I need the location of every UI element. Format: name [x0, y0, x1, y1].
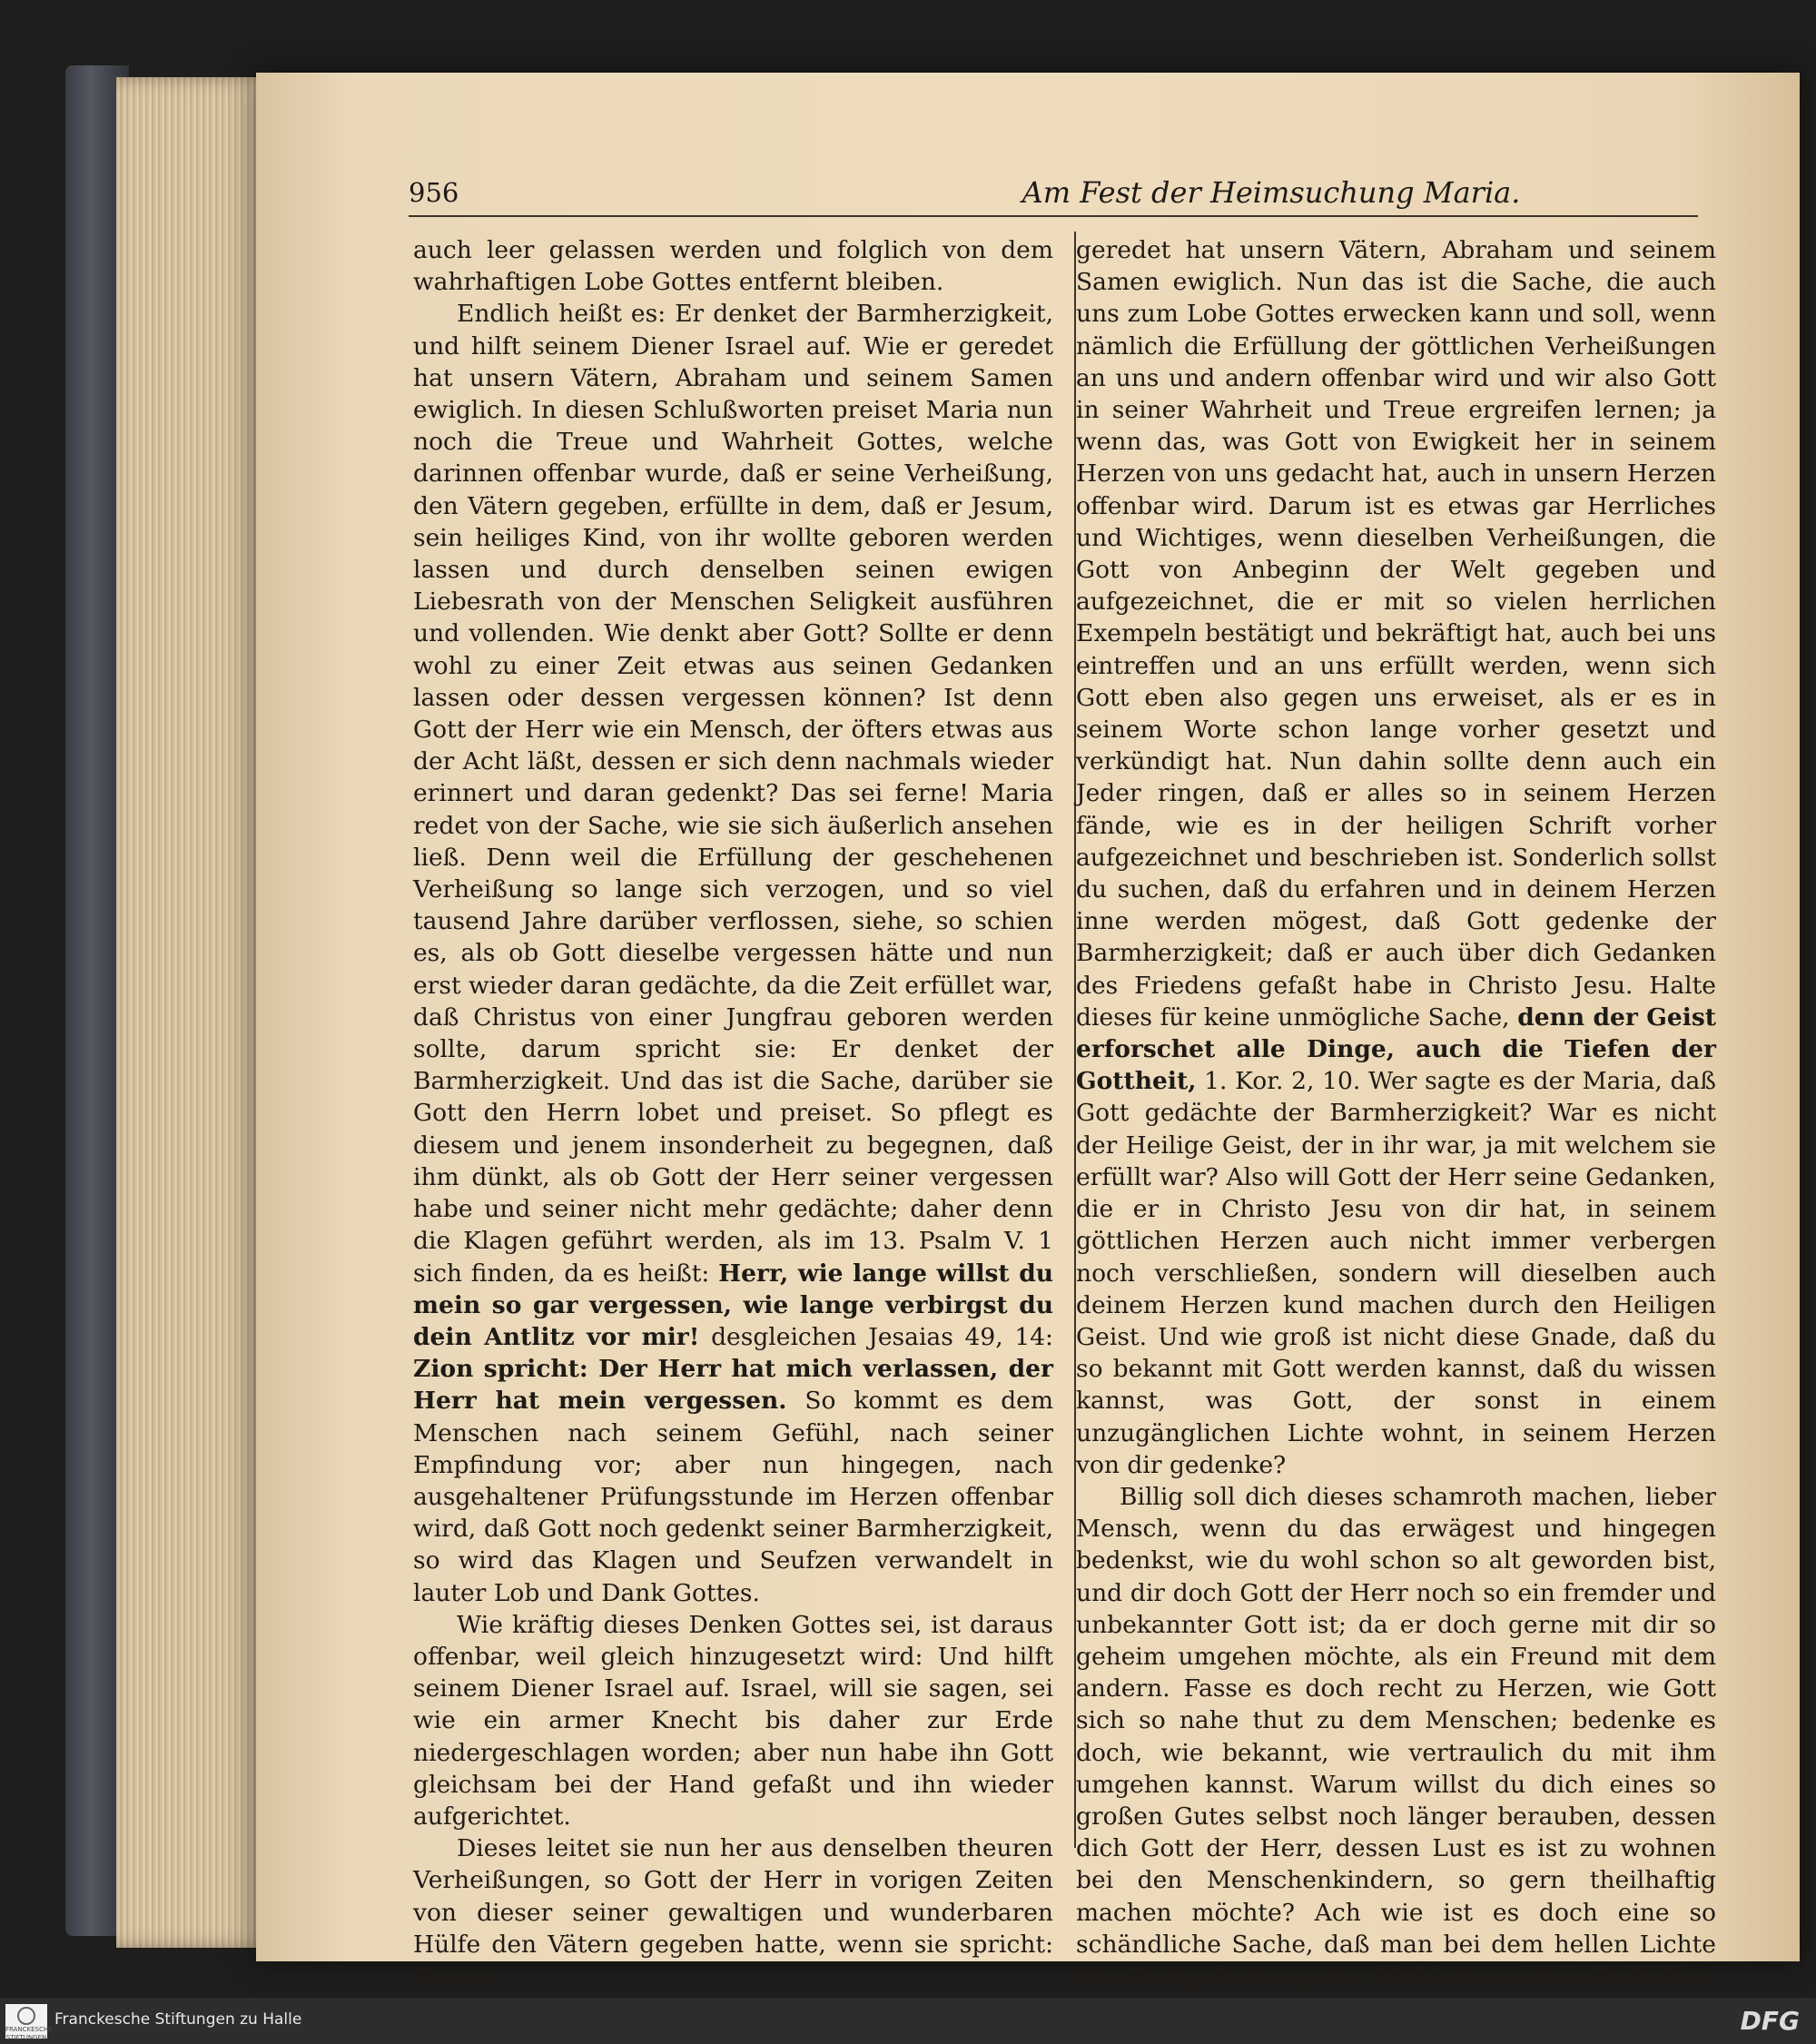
header-rule [409, 215, 1698, 217]
paragraph [1076, 234, 1716, 1481]
text-run: Endlich heißt es: Er denket der Barmherzigkeit, und hilft seinem Diener Israel auf. Wie er geredet hat unsern Vätern, Abraham und seinem Samen ewiglich. In diesen Schlußworten preiset Maria nun noch die Treue und Wahrheit Gottes, welche darinnen offenbar wurde, daß er seine Verheißung, den Vätern gegeben, erfüllte in dem, daß er Jesum, sein heiliges Kind, von ihr wollte geboren werden lassen und durch denselben seinen ewigen Liebesrath von der Menschen Seligkeit ausführen und vollenden. Wie denkt aber Gott? Sollte er denn wohl zu einer Zeit etwas aus seinen Gedanken lassen oder dessen vergessen können? Ist denn Gott der Herr wie ein Mensch, der öfters etwas aus der Acht läßt, dessen er sich denn nachmals wieder erinnert und daran gedenkt? Das sei ferne! Maria redet von der Sache, wie sie sich äußerlich ansehen ließ. Denn weil die Erfüllung der geschehenen Verheißung so lange sich verzogen, und so viel tausend Jahre darüber verflossen, siehe, so schien es, als ob Gott dieselbe vergessen hätte und nun erst wieder daran gedächte, da die Zeit erfüllet war, daß Christus von einer Jungfrau geboren werden sollte, darum spricht sie: Er denket der Barmherzigkeit. Und das ist die Sache, darüber sie Gott den Herrn lobet und preiset. So pflegt es diesem und jenem insonderheit zu begegnen, daß ihm dünkt, als ob Gott der Herr seiner vergessen habe und seiner nicht mehr gedächte; daher denn die Klagen geführt werden, als im 13. Psalm V. 1 sich finden, da es heißt: [413, 300, 1053, 1288]
dfg-logo[interactable]: DFG [1740, 2006, 1800, 2036]
bold-quote: denn der Geist erforschet alle Dinge, auch die Tiefen der Gottheit, [1076, 1002, 1716, 1096]
paragraph: auch leer gelassen werden und folglich von dem wahrhaftigen Lobe Gottes entfernt bleiben. [413, 236, 1053, 297]
text-run: 1. Kor. 2, 10. Wer sagte es der Maria, daß Gott gedächte der Barmherzigkeit? War es nicht der Heilige Geist, der in ihr war, ja mit welchem sie erfüllt war? Also will Gott der Herr seine Gedanken, die er in Christo Jesu von dir hat, in seinem göttlichen Herzen auch nicht immer verbergen noch verschließen, sondern will dieselben auch deinem Herzen kund machen durch den Heiligen Geist. Und wie groß ist nicht diese Gnade, daß du so bekannt mit Gott werden kannst, daß du wissen kannst, was Gott, der sonst in einem unzugänglichen Lichte wohnt, in seinem Herzen von dir gedenke? [1076, 1067, 1716, 1479]
paragraph [413, 298, 1053, 1608]
paragraph: Dieses leitet sie nun her aus denselben theuren Verheißungen, so Gott der Herr in vorigen Zeiten von dieser seiner gewaltigen und wunderbaren Hülfe den Vätern gegeben hatte, wenn sie spricht: Wie er [413, 1834, 1053, 1990]
text-run: So kommt es dem Menschen nach seinem Gefühl, nach seiner Empfindung vor; aber nun hingegen, nach ausgehaltener Prüfungsstunde im Herzen offenbar wird, daß Gott noch gedenkt seiner Barmherzigkeit, so wird das Klagen und Seufzen verwandelt in lauter Lob und Dank Gottes. [413, 1387, 1053, 1607]
page-number: 956 [409, 177, 459, 208]
left-column [413, 234, 1053, 1992]
bold-quote: Zion spricht: Der Herr hat mich verlassen, der Herr hat mein vergessen. [413, 1355, 1053, 1416]
logo-text: FRANCKESCHE STIFTUNGEN [5, 2026, 53, 2041]
paragraph: Billig soll dich dieses schamroth machen, lieber Mensch, wenn du das erwägest und hingegen bedenkst, wie du wohl schon so alt geworden bist, und dir doch Gott der Herr noch so ein fremder und unbekannter Gott ist; da er doch gerne mit dir so geheim umgehen möchte, als ein Freund mit dem andern. Fasse es doch recht zu Herzen, wie Gott sich so nahe thut zu dem Menschen; bedenke es doch, wie bekannt, wie vertraulich du mit ihm umgehen kannst. Warum willst du dich eines so großen Gutes selbst noch länger berauben, dessen dich Gott der Herr, dessen Lust es ist zu wohnen bei den Menschenkindern, so gern theilhaftig machen möchte? Ach wie ist es doch eine so schändliche Sache, daß man bei dem hellen Lichte des Evangeliums es nur bloß bei einem äußerlichen [1076, 1482, 1716, 1990]
running-title: Am Fest der Heimsuchung Maria. [1022, 175, 1521, 210]
text-run: desgleichen Jesaias 49, 14: [711, 1322, 1053, 1351]
right-column [1076, 234, 1716, 1992]
institution-name: Franckesche Stiftungen zu Halle [54, 2010, 302, 2029]
text-run: geredet hat unsern Vätern, Abraham und seinem Samen ewiglich. Nun das ist die Sache, die auch uns zum Lobe Gottes erwecken kann und soll, wenn nämlich die Erfüllung der göttlichen Verheißungen an uns und andern offenbar wird und wir also Gott in seiner Wahrheit und Treue ergreifen lernen; ja wenn das, was Gott von Ewigkeit her in seinem Herzen von uns gedacht hat, auch in unsern Herzen offenbar wird. Darum ist es etwas gar Herrliches und Wichtiges, wenn dieselben Verheißungen, die Gott von Anbeginn der Welt gegeben und aufgezeichnet, die er mit so vielen herrlichen Exempeln bestätigt und bekräftigt hat, auch bei uns eintreffen und an uns erfüllt werden, wenn sich Gott eben also gegen uns erweiset, als er es in seinem Worte schon lange vorher gesetzt und verkündigt hat. Nun dahin sollte denn auch ein Jeder ringen, daß er alles so in seinem Herzen fände, wie es in der heiligen Schrift vorher aufgezeichnet und beschrieben ist. Sonderlich sollst du suchen, daß du erfahren und in deinem Herzen inne werden mögest, daß Gott gedenke der Barmherzigkeit; daß er auch über dich Gedanken des Friedens gefaßt habe in Christo Jesu. Halte dieses für keine unmögliche Sache, [1076, 236, 1716, 1032]
institution-logo[interactable] [5, 2004, 53, 2041]
footer-bar [0, 1999, 1816, 2044]
page-header [409, 177, 1698, 218]
paragraph: Wie kräftig dieses Denken Gottes sei, ist daraus offenbar, weil gleich hinzugesetzt wird: Und hilft seinem Diener Israel auf. Israel, will sie sagen, sei wie ein armer Knecht bis daher zur Erde niedergeschlagen worden; aber nun habe ihn Gott gleichsam bei der Hand gefaßt und ihn wieder aufgerichtet. [413, 1610, 1053, 1831]
seal-icon [17, 2007, 35, 2025]
bold-quote: Herr, wie lange willst du mein so gar vergessen, wie lange verbirgst du dein Antlitz vor mir! [413, 1259, 1054, 1351]
